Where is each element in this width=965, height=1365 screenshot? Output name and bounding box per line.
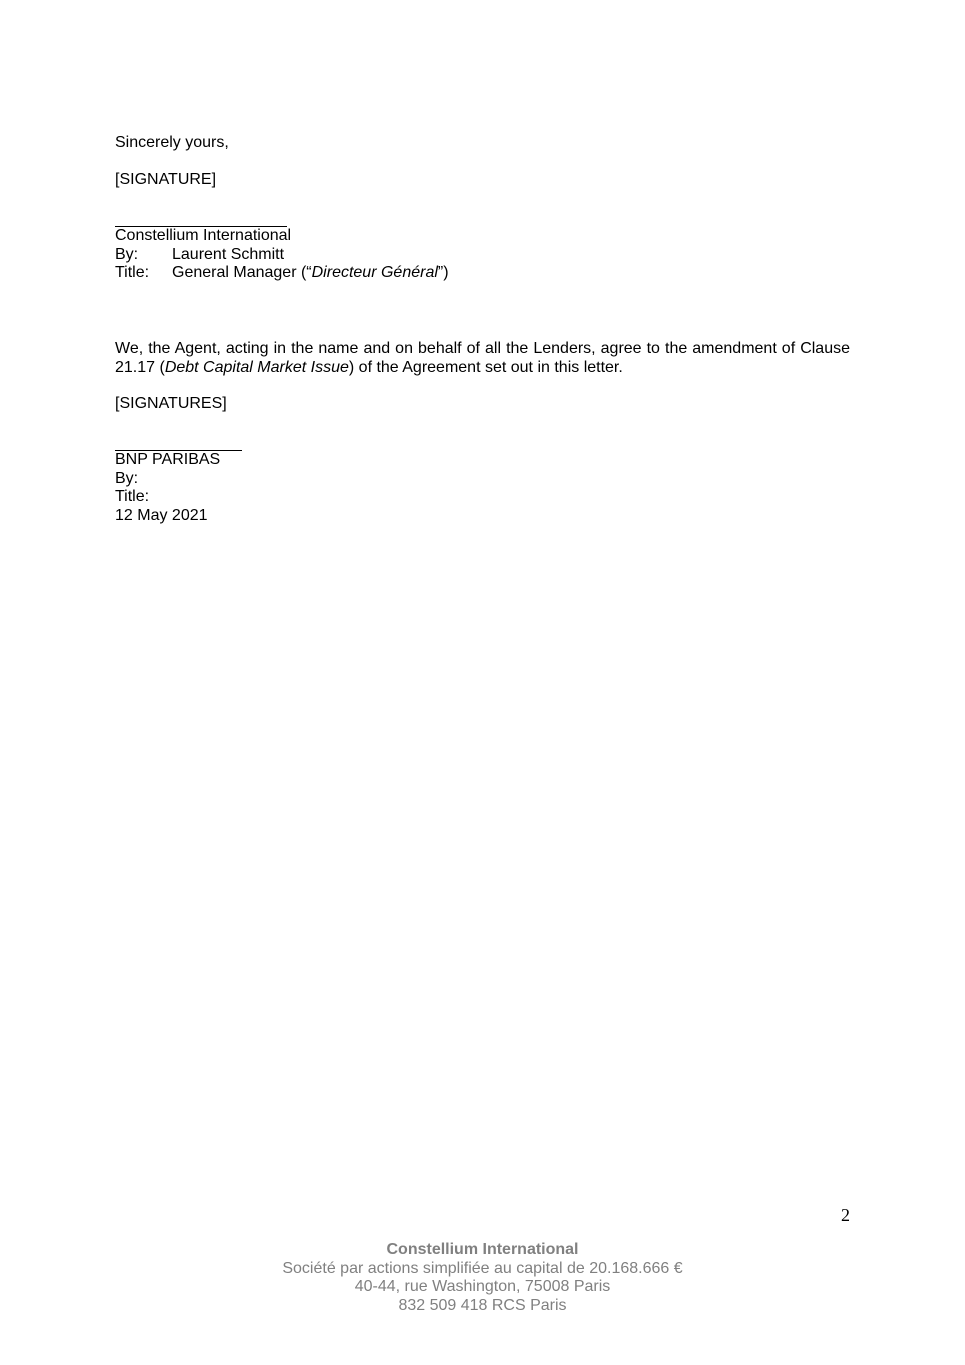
agent-date: 12 May 2021 <box>115 506 208 524</box>
signer-by-label: By: <box>115 245 139 263</box>
signature-placeholder: [SIGNATURE] <box>115 171 217 188</box>
footer-line-capital: Société par actions simplifiée au capital de 20.168.666 € <box>282 1259 683 1277</box>
agreement-text-italic: Debt Capital Market Issue <box>164 359 349 376</box>
footer-company: Constellium International <box>386 1241 579 1258</box>
agent-name: BNP PARIBAS <box>115 451 221 468</box>
agreement-text-part2: ) of the Agreement set out in this letter. <box>348 359 623 376</box>
agreement-paragraph <box>115 339 850 377</box>
signer-title-value <box>172 264 449 283</box>
signer-company <box>115 227 449 246</box>
signer-block <box>115 227 449 283</box>
agent-title-label: Title: <box>115 488 150 505</box>
signer-company-name: Constellium International <box>115 227 292 244</box>
signer-title-row <box>115 264 449 283</box>
footer-line-registration: 832 509 418 RCS Paris <box>398 1296 567 1314</box>
signer-title-label: Title: <box>115 264 150 281</box>
signer-title-italic: Directeur Général <box>311 264 438 281</box>
signatures-placeholder: [SIGNATURES] <box>115 395 227 412</box>
signer-title-prefix: General Manager (“ <box>172 264 312 281</box>
agent-block <box>115 451 220 525</box>
agent-by-label: By: <box>115 469 139 487</box>
signer-title-suffix: ”) <box>437 264 449 281</box>
signer-by-value: Laurent Schmitt <box>172 245 285 263</box>
footer-line-address: 40-44, rue Washington, 75008 Paris <box>354 1278 611 1295</box>
page-footer <box>0 1241 965 1315</box>
closing-line: Sincerely yours, <box>115 134 229 151</box>
agreement-text-part1: We, the Agent, acting in the name and on behalf of all the Lenders, agree to the amendment of Clause 21.17 ( <box>115 340 850 376</box>
page-number: 2 <box>841 1205 850 1225</box>
signer-by-row <box>115 246 449 265</box>
